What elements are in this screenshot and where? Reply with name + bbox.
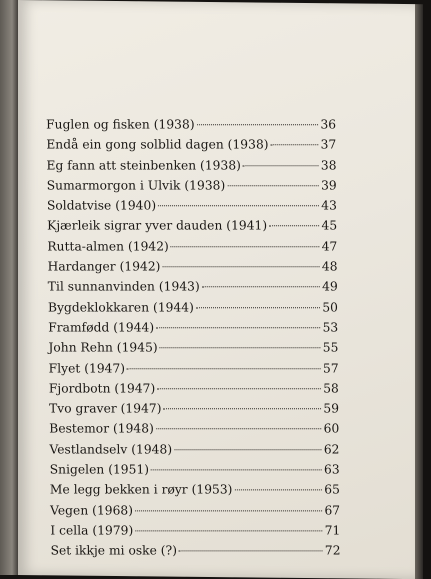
toc-entry-page: 38 [320,157,337,172]
toc-entry [47,198,337,218]
toc-entry [48,341,338,361]
toc-entry-page: 62 [323,442,340,457]
toc-entry-page: 36 [320,117,337,132]
toc-entry [49,401,339,421]
toc-entry-title: Set ikkje mi oske (?) [50,543,178,558]
toc-entry-title: Endå ein gong solblid dagen (1938) [46,137,269,152]
toc-entry [49,381,339,401]
toc-entry-title: Vestlandselv (1948) [49,442,173,457]
toc-entry [49,361,339,381]
toc-entry-page: 43 [321,198,337,213]
toc-entry-title: Me legg bekken i røyr (1953) [49,482,233,497]
toc-entry-page: 57 [322,360,339,375]
toc-entry-page: 47 [321,239,338,254]
dot-leader [135,530,322,531]
toc-entry [50,462,340,482]
dot-leader [160,348,321,349]
toc-entry-page: 48 [321,259,338,274]
toc-entry [48,280,338,300]
dot-leader [157,388,321,389]
table-of-contents [46,117,341,564]
toc-entry-title: Soldatvise (1940) [46,198,157,213]
toc-entry-title: Hardanger (1942) [47,259,161,274]
dot-leader [156,327,320,328]
dot-leader [243,165,319,166]
dot-leader [196,307,320,308]
toc-entry-title: Flyet (1947) [48,360,126,375]
toc-entry-page: 60 [323,421,340,436]
toc-entry-title: Fjordbotn (1947) [48,381,156,396]
toc-entry-title: Rutta-almen (1942) [47,239,169,254]
facing-page-edge [0,0,20,575]
dot-leader [227,185,319,186]
dot-leader [162,266,319,267]
toc-entry-page: 71 [324,523,341,538]
toc-entry-page: 53 [322,320,339,335]
toc-entry-title: Eg fann att steinbenken (1938) [46,157,241,172]
toc-entry-page: 72 [324,543,341,558]
dot-leader [156,429,322,430]
toc-entry-page: 39 [320,178,337,193]
dot-leader [174,449,322,450]
toc-entry-title: Tvo graver (1947) [48,401,162,416]
toc-entry [46,158,336,178]
toc-entry-page: 58 [323,381,339,396]
toc-entry-title: Bestemor (1948) [49,421,154,436]
book-page [18,0,415,579]
toc-entry [50,483,340,503]
toc-entry-page: 65 [324,482,340,497]
dot-leader [158,205,319,206]
page-edge-shadow [415,4,423,579]
toc-entry [47,219,337,239]
toc-entry-page: 59 [323,401,340,416]
toc-entry [49,422,339,442]
toc-entry-title: Vegen (1968) [50,502,134,517]
toc-entry-page: 63 [323,462,340,477]
toc-entry-title: Snigelen (1951) [49,462,150,477]
toc-entry-page: 45 [321,218,338,233]
toc-entry [46,117,336,137]
toc-entry [47,259,337,279]
dot-leader [127,368,321,369]
dot-leader [271,145,319,146]
dot-leader [202,287,320,288]
toc-entry [47,178,337,198]
dot-leader [151,469,322,470]
toc-entry-title: John Rehn (1945) [48,340,158,355]
toc-entry [47,239,337,259]
toc-entry-title: Bygdeklokkaren (1944) [47,299,194,314]
toc-entry [49,442,339,462]
toc-entry [50,523,340,543]
dot-leader [163,408,321,409]
toc-entry-title: Til sunnanvinden (1943) [47,279,200,294]
toc-entry [48,300,338,320]
toc-entry [48,320,338,340]
toc-entry-page: 37 [320,137,337,152]
toc-entry [50,503,340,523]
dot-leader [179,551,323,552]
toc-entry-title: Framfødd (1944) [48,320,155,335]
dot-leader [135,510,322,511]
toc-entry-title: Fuglen og fisken (1938) [46,117,195,132]
toc-entry-page: 49 [322,279,338,294]
dot-leader [197,124,319,125]
toc-entry [46,138,336,158]
toc-entry-page: 67 [324,502,341,517]
toc-entry [50,544,340,564]
toc-entry-title: I cella (1979) [50,523,134,538]
toc-entry-title: Kjærleik sigrar yver dauden (1941) [47,218,268,233]
toc-entry-page: 55 [322,340,339,355]
dot-leader [234,490,322,491]
toc-entry-title: Sumarmorgon i Ulvik (1938) [46,178,226,193]
dot-leader [269,226,319,227]
toc-entry-page: 50 [322,299,339,314]
dot-leader [171,246,320,247]
